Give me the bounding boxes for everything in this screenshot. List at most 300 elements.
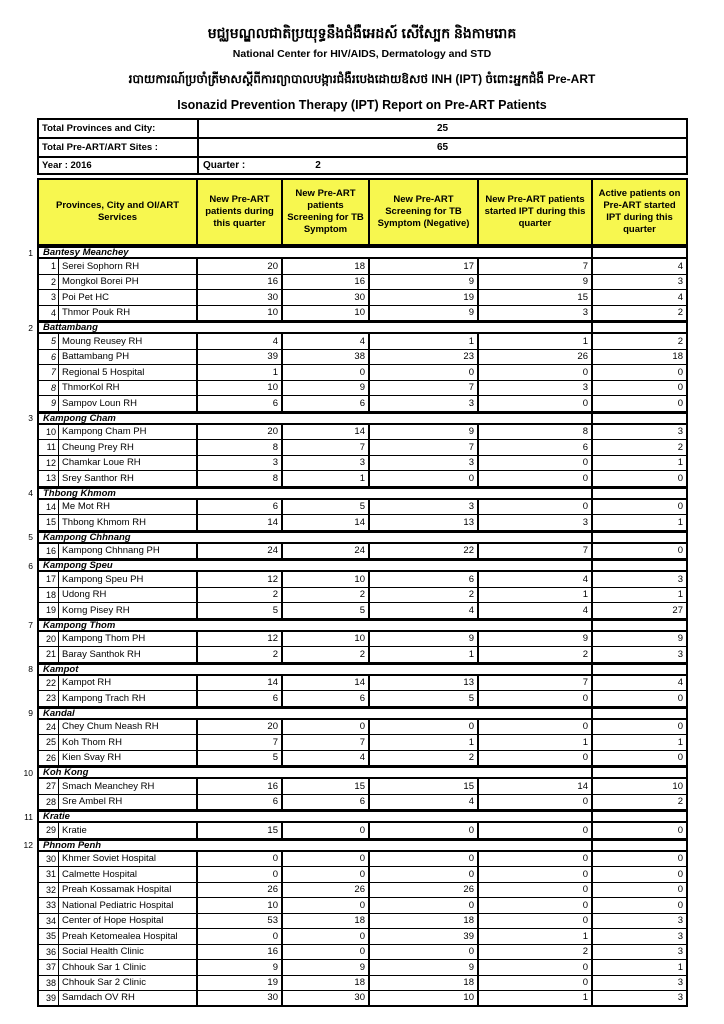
value-cell-col1: 2 [198, 647, 283, 663]
site-row [21, 883, 724, 899]
province-name: Bantesy Meanchey [37, 246, 593, 259]
site-number: 9 [37, 396, 59, 412]
total-provinces-label: Total Provinces and City: [37, 118, 199, 137]
value-cell-col4: 26 [479, 350, 593, 366]
value-cell-col5: 3 [593, 647, 688, 663]
site-name: Kampong Thom PH [59, 632, 198, 648]
site-number: 36 [37, 945, 59, 961]
row-gutter [21, 572, 37, 588]
site-number: 14 [37, 500, 59, 516]
value-cell-col2: 6 [283, 795, 370, 811]
site-name: Me Mot RH [59, 500, 198, 516]
value-cell-col2: 9 [283, 960, 370, 976]
site-name: Preah Kossamak Hospital [59, 883, 198, 899]
value-cell-col5: 3 [593, 929, 688, 945]
site-number: 39 [37, 991, 59, 1007]
value-cell-col1: 6 [198, 795, 283, 811]
site-row [21, 381, 724, 397]
site-name: Srey Santhor RH [59, 471, 198, 487]
value-cell-col3: 10 [370, 991, 479, 1007]
site-name: Poi Pet HC [59, 290, 198, 306]
row-gutter [21, 691, 37, 707]
row-gutter [21, 852, 37, 868]
value-cell-col4: 0 [479, 852, 593, 868]
value-cell-col4: 3 [479, 381, 593, 397]
province-name: Kampong Speu [37, 559, 593, 572]
site-row [21, 544, 724, 560]
value-cell-col1: 6 [198, 691, 283, 707]
value-cell-col3: 23 [370, 350, 479, 366]
value-cell-col3: 13 [370, 676, 479, 692]
value-cell-col3: 1 [370, 647, 479, 663]
site-row [21, 588, 724, 604]
quarter-cell [199, 156, 688, 175]
site-row [21, 572, 724, 588]
row-gutter [21, 350, 37, 366]
row-gutter [21, 751, 37, 767]
site-number: 2 [37, 275, 59, 291]
site-number: 31 [37, 867, 59, 883]
value-cell-col5: 18 [593, 350, 688, 366]
value-cell-col3: 0 [370, 365, 479, 381]
value-cell-col3: 6 [370, 572, 479, 588]
summary-row-period [37, 156, 688, 175]
site-name: Kampong Cham PH [59, 425, 198, 441]
col-header-new-patients: New Pre-ART patients during this quarter [198, 178, 283, 246]
value-cell-col5: 4 [593, 259, 688, 275]
value-cell-col5: 0 [593, 381, 688, 397]
value-cell-col4: 0 [479, 823, 593, 839]
row-gutter [21, 795, 37, 811]
site-row [21, 779, 724, 795]
value-cell-col4: 0 [479, 365, 593, 381]
province-number: 1 [28, 247, 33, 258]
value-cell-col1: 39 [198, 350, 283, 366]
province-number: 8 [28, 664, 33, 674]
site-name: Social Health Clinic [59, 945, 198, 961]
site-row [21, 720, 724, 736]
value-cell-col1: 0 [198, 929, 283, 945]
value-cell-col4: 0 [479, 500, 593, 516]
row-gutter [21, 290, 37, 306]
province-row [21, 559, 724, 572]
site-row [21, 898, 724, 914]
value-cell-col1: 0 [198, 852, 283, 868]
site-name: Chhouk Sar 1 Clinic [59, 960, 198, 976]
value-cell-col3: 1 [370, 735, 479, 751]
value-cell-col2: 2 [283, 588, 370, 604]
value-cell-col2: 14 [283, 515, 370, 531]
row-gutter [21, 471, 37, 487]
site-number: 4 [37, 306, 59, 322]
value-cell-col5: 3 [593, 425, 688, 441]
province-name: Kampong Chhnang [37, 531, 593, 544]
province-row [21, 766, 724, 779]
site-number: 30 [37, 852, 59, 868]
province-row [21, 839, 724, 852]
summary-row-sites [37, 137, 688, 156]
value-cell-col2: 4 [283, 751, 370, 767]
site-row [21, 396, 724, 412]
value-cell-col5: 0 [593, 500, 688, 516]
value-cell-col1: 20 [198, 259, 283, 275]
value-cell-col1: 15 [198, 823, 283, 839]
value-cell-col5: 0 [593, 365, 688, 381]
row-gutter [21, 334, 37, 350]
value-cell-col3: 22 [370, 544, 479, 560]
site-row [21, 632, 724, 648]
value-cell-col4: 4 [479, 572, 593, 588]
value-cell-col4: 3 [479, 515, 593, 531]
site-number: 23 [37, 691, 59, 707]
year-label: Year : 2016 [37, 156, 199, 175]
col-header-screening: New Pre-ART patients Screening for TB Symptom [283, 178, 370, 246]
row-gutter [21, 603, 37, 619]
site-number: 10 [37, 425, 59, 441]
province-row [21, 810, 724, 823]
value-cell-col3: 0 [370, 867, 479, 883]
province-name: Kampong Cham [37, 412, 593, 425]
value-cell-col3: 9 [370, 632, 479, 648]
province-number: 11 [24, 811, 33, 822]
province-number: 5 [28, 532, 33, 542]
row-gutter [21, 898, 37, 914]
col-header-started-ipt: New Pre-ART patients started IPT during this quarter [479, 178, 593, 246]
value-cell-col3: 3 [370, 456, 479, 472]
value-cell-col5: 3 [593, 914, 688, 930]
value-cell-col5: 1 [593, 960, 688, 976]
row-gutter [21, 425, 37, 441]
value-cell-col2: 0 [283, 867, 370, 883]
value-cell-col4: 15 [479, 290, 593, 306]
site-row [21, 306, 724, 322]
value-cell-col1: 5 [198, 751, 283, 767]
row-gutter [21, 960, 37, 976]
province-active-cell [593, 619, 688, 632]
value-cell-col3: 18 [370, 976, 479, 992]
value-cell-col5: 3 [593, 572, 688, 588]
site-name: Kampot RH [59, 676, 198, 692]
province-active-cell [593, 246, 688, 259]
row-gutter [21, 945, 37, 961]
row-gutter [21, 823, 37, 839]
value-cell-col1: 6 [198, 500, 283, 516]
province-row [21, 663, 724, 676]
quarter-label: Quarter : [203, 160, 246, 171]
value-cell-col4: 3 [479, 306, 593, 322]
province-active-cell [593, 663, 688, 676]
site-row [21, 290, 724, 306]
site-name: Chey Chum Neash RH [59, 720, 198, 736]
province-active-cell [593, 487, 688, 500]
value-cell-col5: 4 [593, 676, 688, 692]
value-cell-col1: 19 [198, 976, 283, 992]
value-cell-col4: 0 [479, 976, 593, 992]
province-name: Koh Kong [37, 766, 593, 779]
value-cell-col4: 0 [479, 898, 593, 914]
site-name: National Pediatric Hospital [59, 898, 198, 914]
value-cell-col3: 7 [370, 381, 479, 397]
province-active-cell [593, 839, 688, 852]
site-row [21, 852, 724, 868]
province-number: 6 [28, 560, 33, 571]
province-name: Thbong Khmom [37, 487, 593, 500]
value-cell-col1: 10 [198, 898, 283, 914]
row-gutter [21, 544, 37, 560]
value-cell-col5: 2 [593, 334, 688, 350]
value-cell-col1: 30 [198, 991, 283, 1007]
province-active-cell [593, 559, 688, 572]
row-gutter [21, 883, 37, 899]
site-name: Moung Reusey RH [59, 334, 198, 350]
value-cell-col5: 0 [593, 396, 688, 412]
value-cell-col4: 1 [479, 735, 593, 751]
header-gutter [21, 178, 37, 246]
site-name: Korng Pisey RH [59, 603, 198, 619]
site-name: Kampong Trach RH [59, 691, 198, 707]
site-number: 5 [37, 334, 59, 350]
site-number: 15 [37, 515, 59, 531]
site-number: 34 [37, 914, 59, 930]
value-cell-col5: 3 [593, 991, 688, 1007]
value-cell-col4: 0 [479, 471, 593, 487]
value-cell-col5: 27 [593, 603, 688, 619]
site-name: Kampong Speu PH [59, 572, 198, 588]
site-number: 32 [37, 883, 59, 899]
value-cell-col4: 0 [479, 867, 593, 883]
site-row [21, 647, 724, 663]
value-cell-col5: 4 [593, 290, 688, 306]
value-cell-col4: 0 [479, 883, 593, 899]
value-cell-col2: 14 [283, 425, 370, 441]
value-cell-col4: 9 [479, 275, 593, 291]
value-cell-col3: 4 [370, 795, 479, 811]
site-row [21, 867, 724, 883]
value-cell-col5: 3 [593, 275, 688, 291]
site-name: Battambang PH [59, 350, 198, 366]
value-cell-col5: 2 [593, 440, 688, 456]
value-cell-col3: 0 [370, 852, 479, 868]
province-active-cell [593, 531, 688, 544]
site-name: Mongkol Borei PH [59, 275, 198, 291]
row-gutter [21, 515, 37, 531]
value-cell-col4: 9 [479, 632, 593, 648]
value-cell-col5: 0 [593, 883, 688, 899]
value-cell-col1: 53 [198, 914, 283, 930]
value-cell-col3: 9 [370, 960, 479, 976]
value-cell-col5: 0 [593, 544, 688, 560]
value-cell-col3: 13 [370, 515, 479, 531]
value-cell-col2: 0 [283, 720, 370, 736]
report-header [0, 0, 724, 111]
province-row [21, 531, 724, 544]
province-active-cell [593, 707, 688, 720]
org-name: National Center for HIV/AIDS, Dermatology and STD [232, 48, 492, 60]
site-row [21, 960, 724, 976]
value-cell-col4: 0 [479, 751, 593, 767]
value-cell-col4: 0 [479, 914, 593, 930]
value-cell-col2: 7 [283, 440, 370, 456]
site-number: 19 [37, 603, 59, 619]
site-row [21, 275, 724, 291]
row-gutter [21, 396, 37, 412]
value-cell-col2: 14 [283, 676, 370, 692]
value-cell-col5: 0 [593, 691, 688, 707]
site-number: 1 [37, 259, 59, 275]
total-provinces-value: 25 [199, 118, 688, 137]
row-gutter [21, 259, 37, 275]
col-header-active-ipt: Active patients on Pre-ART started IPT during this quarter [593, 178, 688, 246]
site-number: 27 [37, 779, 59, 795]
value-cell-col1: 16 [198, 275, 283, 291]
site-number: 25 [37, 735, 59, 751]
province-number: 12 [23, 840, 33, 850]
site-row [21, 365, 724, 381]
khmer-title: មជ្ឈមណ្ឌលជាតិប្រយុទ្ធនឹងជំងឺអេដស៍ សើស្បែក និងកាមរោគ [207, 25, 517, 41]
province-name: Kampong Thom [37, 619, 593, 632]
value-cell-col4: 4 [479, 603, 593, 619]
province-row [21, 707, 724, 720]
site-number: 37 [37, 960, 59, 976]
site-name: Calmette Hospital [59, 867, 198, 883]
row-gutter [21, 914, 37, 930]
site-row [21, 676, 724, 692]
province-number: 9 [28, 708, 33, 718]
value-cell-col1: 16 [198, 779, 283, 795]
site-row [21, 350, 724, 366]
site-name: Center of Hope Hospital [59, 914, 198, 930]
value-cell-col2: 15 [283, 779, 370, 795]
value-cell-col3: 7 [370, 440, 479, 456]
row-gutter [21, 779, 37, 795]
value-cell-col3: 4 [370, 603, 479, 619]
site-name: ThmorKol RH [59, 381, 198, 397]
value-cell-col5: 0 [593, 471, 688, 487]
value-cell-col1: 8 [198, 440, 283, 456]
province-active-cell [593, 412, 688, 425]
value-cell-col2: 6 [283, 396, 370, 412]
province-row [21, 487, 724, 500]
value-cell-col5: 2 [593, 306, 688, 322]
site-name: Khmer Soviet Hospital [59, 852, 198, 868]
col-header-screening-negative: New Pre-ART Screening for TB Symptom (Negative) [370, 178, 479, 246]
value-cell-col1: 24 [198, 544, 283, 560]
value-cell-col2: 18 [283, 914, 370, 930]
quarter-value: 2 [315, 160, 321, 171]
value-cell-col3: 2 [370, 588, 479, 604]
value-cell-col2: 16 [283, 275, 370, 291]
table-header-row [21, 178, 724, 246]
site-name: Kien Svay RH [59, 751, 198, 767]
value-cell-col1: 16 [198, 945, 283, 961]
value-cell-col5: 1 [593, 735, 688, 751]
site-row [21, 334, 724, 350]
row-gutter [21, 365, 37, 381]
value-cell-col3: 5 [370, 691, 479, 707]
row-gutter [21, 306, 37, 322]
site-name: Koh Thom RH [59, 735, 198, 751]
summary-table [37, 118, 688, 175]
site-row [21, 795, 724, 811]
value-cell-col5: 3 [593, 945, 688, 961]
value-cell-col4: 7 [479, 676, 593, 692]
row-gutter [21, 500, 37, 516]
site-number: 21 [37, 647, 59, 663]
value-cell-col2: 0 [283, 929, 370, 945]
value-cell-col5: 0 [593, 720, 688, 736]
site-row [21, 735, 724, 751]
value-cell-col3: 19 [370, 290, 479, 306]
site-row [21, 500, 724, 516]
site-number: 16 [37, 544, 59, 560]
province-name: Phnom Penh [37, 839, 593, 852]
site-name: Chhouk Sar 2 Clinic [59, 976, 198, 992]
value-cell-col4: 2 [479, 647, 593, 663]
row-gutter [21, 929, 37, 945]
value-cell-col2: 1 [283, 471, 370, 487]
site-number: 29 [37, 823, 59, 839]
province-active-cell [593, 766, 688, 779]
row-gutter [21, 735, 37, 751]
site-number: 38 [37, 976, 59, 992]
value-cell-col2: 6 [283, 691, 370, 707]
site-row [21, 471, 724, 487]
value-cell-col5: 2 [593, 795, 688, 811]
site-number: 6 [37, 350, 59, 366]
row-gutter [21, 275, 37, 291]
site-row [21, 515, 724, 531]
value-cell-col1: 30 [198, 290, 283, 306]
value-cell-col1: 9 [198, 960, 283, 976]
value-cell-col1: 3 [198, 456, 283, 472]
site-number: 3 [37, 290, 59, 306]
value-cell-col4: 0 [479, 691, 593, 707]
value-cell-col1: 4 [198, 334, 283, 350]
value-cell-col3: 0 [370, 898, 479, 914]
province-active-cell [593, 810, 688, 823]
value-cell-col4: 7 [479, 259, 593, 275]
value-cell-col2: 30 [283, 290, 370, 306]
value-cell-col4: 0 [479, 456, 593, 472]
value-cell-col2: 0 [283, 852, 370, 868]
value-cell-col1: 10 [198, 381, 283, 397]
value-cell-col1: 14 [198, 515, 283, 531]
value-cell-col1: 5 [198, 603, 283, 619]
value-cell-col3: 39 [370, 929, 479, 945]
site-name: Baray Santhok RH [59, 647, 198, 663]
site-number: 26 [37, 751, 59, 767]
site-number: 8 [37, 381, 59, 397]
province-number: 2 [28, 322, 33, 333]
value-cell-col2: 7 [283, 735, 370, 751]
site-row [21, 259, 724, 275]
value-cell-col3: 9 [370, 425, 479, 441]
value-cell-col4: 6 [479, 440, 593, 456]
value-cell-col2: 0 [283, 945, 370, 961]
value-cell-col2: 2 [283, 647, 370, 663]
row-gutter [21, 456, 37, 472]
khmer-subtitle: របាយការណ៍ប្រចាំត្រីមាសស្តីពីការព្យាបាលបង្ការជំងឺរបេងដោយឱសថ INH (IPT) ចំពោះអ្នកជំងឺ Pre-ART [128, 71, 596, 86]
value-cell-col3: 0 [370, 720, 479, 736]
value-cell-col1: 12 [198, 632, 283, 648]
value-cell-col5: 1 [593, 456, 688, 472]
value-cell-col1: 26 [198, 883, 283, 899]
site-name: Thmor Pouk RH [59, 306, 198, 322]
value-cell-col2: 5 [283, 500, 370, 516]
site-name: Sampov Loun RH [59, 396, 198, 412]
ipt-report-table [21, 178, 724, 1007]
province-active-cell [593, 321, 688, 334]
